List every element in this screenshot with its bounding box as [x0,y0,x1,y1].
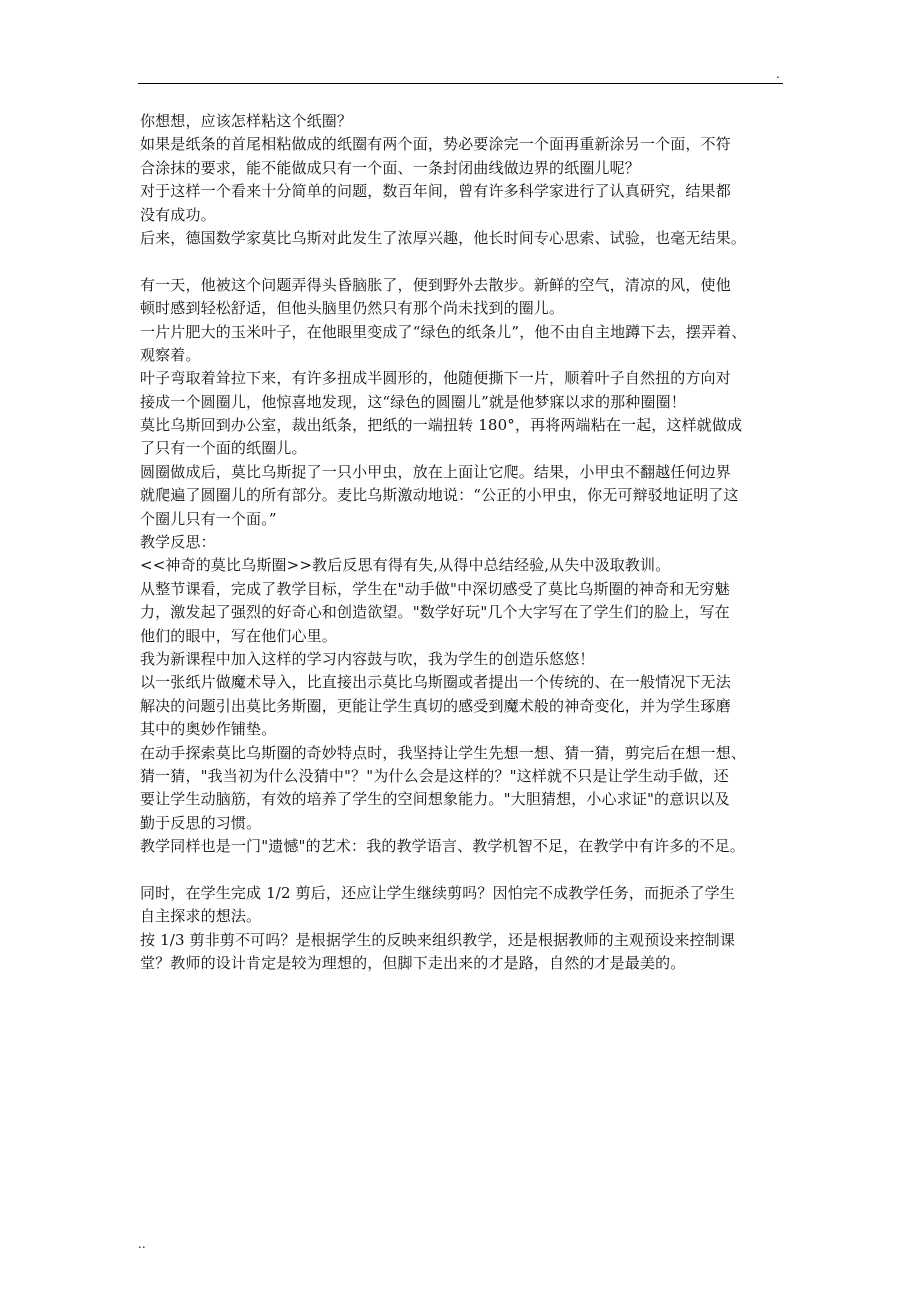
text-line: 以一张纸片做魔术导入，比直接出示莫比乌斯圈或者提出一个传统的、在一般情况下无法 [140,673,731,692]
text-line: 从整节课看，完成了教学目标，学生在"动手做"中深切感受了莫比乌斯圈的神奇和无穷魅 [140,579,730,598]
header-mark: . [776,67,780,81]
text-line: 如果是纸条的首尾相粘做成的纸圈有两个面，势必要涂完一个面再重新涂另一个面，不符 [140,135,731,154]
text-line: 他们的眼中，写在他们心里。 [140,626,337,645]
text-line: 勤于反思的习惯。 [140,813,262,832]
text-line: 一片片肥大的玉米叶子，在他眼里变成了“绿色的纸条儿”，他不由自主地蹲下去，摆弄着、 [140,322,747,341]
text-line: 合涂抹的要求，能不能做成只有一个面、一条封闭曲线做边界的纸圈儿呢？ [140,158,640,177]
text-line: 叶子弯取着耸拉下来，有许多扭成半圆形的，他随便撕下一片，顺着叶子自然扭的方向对 [140,369,731,388]
text-line: 猜一猜，"我当初为什么没猜中"？"为什么会是这样的？"这样就不只是让学生动手做，还 [140,766,729,785]
text-line: 堂？教师的设计肯定是较为理想的，但脚下走出来的才是路，自然的才是最美的。 [140,954,686,973]
text-line [140,859,785,882]
text-line: 没有成功。 [140,205,216,224]
text-line: 观察着。 [140,345,201,364]
text-line: 同时，在学生完成 1/2 剪后，还应让学生继续剪吗？因怕完不成教学任务，而扼杀了学生 [140,883,735,902]
text-line: 教学同样也是一门"遗憾"的艺术：我的教学语言、教学机智不足，在教学中有许多的不足。 [140,837,745,856]
text-line: 莫比乌斯回到办公室，裁出纸条，把纸的一端扭转 180°，再将两端粘在一起，这样就做成 [140,416,743,435]
text-line: 解决的问题引出莫比务斯圈，更能让学生真切的感受到魔术般的神奇变化，并为学生琢磨 [140,696,731,715]
text-line: 力，激发起了强烈的好奇心和创造欲望。"数学好玩"几个大字写在了学生们的脸上，写在 [140,603,730,622]
text-line: 个圈儿只有一个面。” [140,509,277,528]
text-line: 了只有一个面的纸圈儿。 [140,439,307,458]
text-line: 要让学生动脑筋，有效的培养了学生的空间想象能力。"大胆猜想，小心求证"的意识以及 [140,790,730,809]
text-line: 顿时感到轻松舒适，但他头脑里仍然只有那个尚未找到的圈儿。 [140,299,565,318]
document-body [140,110,785,975]
text-line: <<神奇的莫比乌斯圈>>教后反思有得有失,从得中总结经验,从失中汲取教训。 [140,556,671,575]
text-line: 后来，德国数学家莫比乌斯对此发生了浓厚兴趣，他长时间专心思索、试验，也毫无结果。 [140,228,747,247]
text-line: 在动手探索莫比乌斯圈的奇妙特点时，我坚持让学生先想一想、猜一猜，剪完后在想一想、 [140,743,747,762]
text-line: 按 1/3 剪非剪不可吗？是根据学生的反映来组织教学，还是根据教师的主观预设来控制课 [140,930,735,949]
text-line: 有一天，他被这个问题弄得头昏脑胀了，便到野外去散步。新鲜的空气，清凉的风，使他 [140,275,731,294]
text-line: 你想想，应该怎样粘这个纸圈？ [140,112,353,130]
text-line: 教学反思： [140,533,216,552]
text-line: 就爬遍了圆圈儿的所有部分。麦比乌斯激动地说：“公正的小甲虫，你无可辩驳地证明了这 [140,486,739,505]
text-line: 接成一个圆圈儿，他惊喜地发现，这“绿色的圆圈儿”就是他梦寐以求的那种圈圈！ [140,392,686,411]
text-line [140,250,785,273]
footer-mark: .. [138,1237,146,1251]
text-line: 我为新课程中加入这样的学习内容鼓与吹，我为学生的创造乐悠悠！ [140,649,595,668]
text-line: 对于这样一个看来十分简单的问题，数百年间，曾有许多科学家进行了认真研究，结果都 [140,182,731,201]
text-line: 圆圈做成后，莫比乌斯捉了一只小甲虫，放在上面让它爬。结果，小甲虫不翻越任何边界 [140,462,731,481]
text-line: 其中的奥妙作铺垫。 [140,720,277,739]
header-rule [138,83,783,84]
text-line: 自主探求的想法。 [140,907,262,926]
